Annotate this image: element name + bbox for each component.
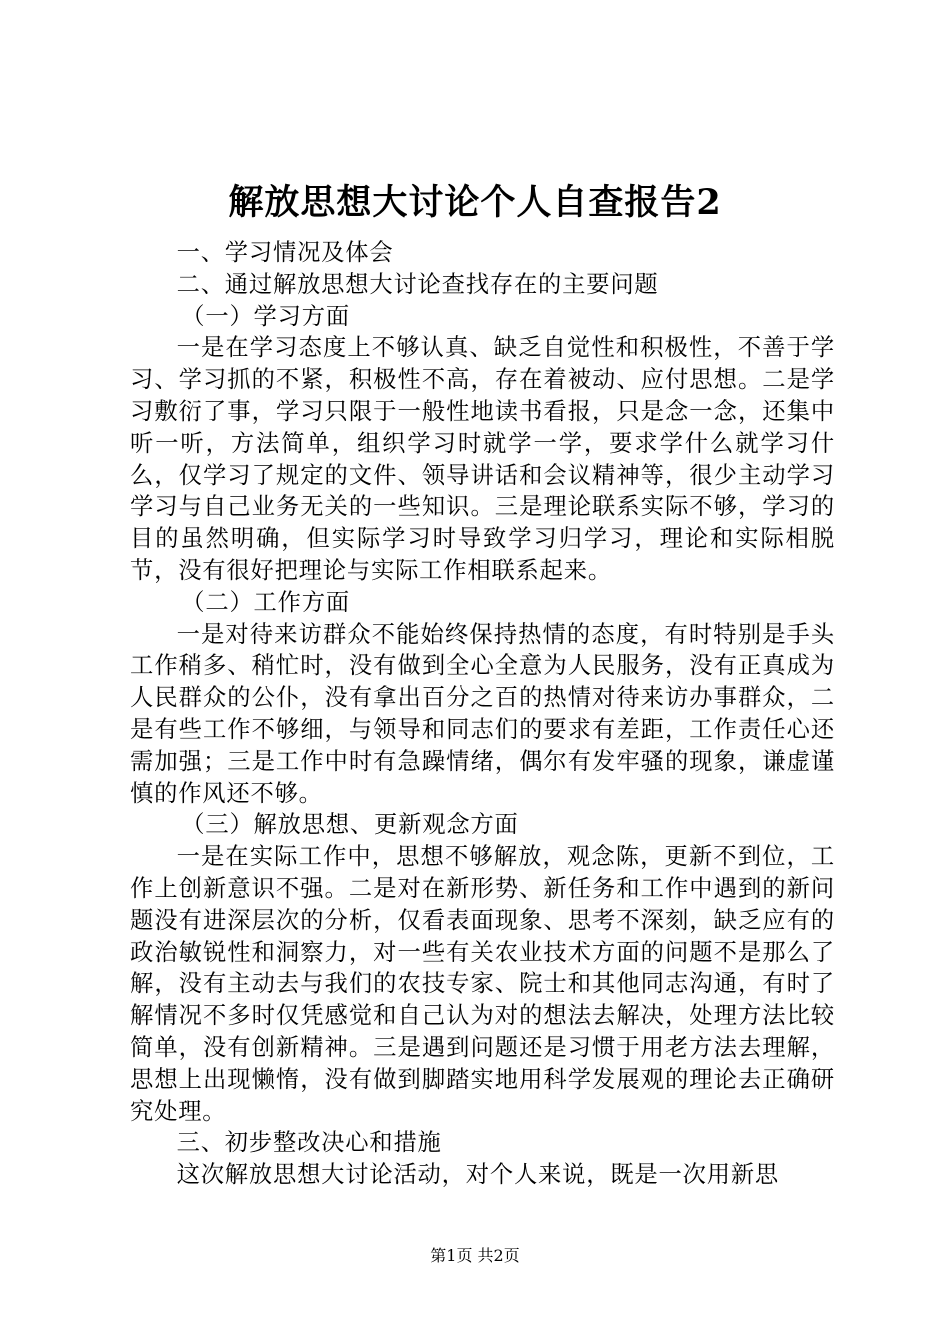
subsection-heading: （三）解放思想、更新观念方面 [181, 811, 519, 839]
page-footer: 第1页 共2页 [430, 1246, 520, 1265]
section-heading: 一、学习情况及体会 [176, 239, 394, 266]
document-body [130, 237, 835, 1191]
body-paragraph: 一是对待来访群众不能始终保持热情的态度，有时特别是手头工作稍多、稍忙时，没有做到全心全意为人民服务，没有正真成为人民群众的公仆，没有拿出百分之百的热情对待来访办事群众，二是有些工作不够细，与领导和同志们的要求有差距，工作责任心还需加强；三是工作中时有急躁情绪，偶尔有发牢骚的现象，谦虚谨慎的作风还不够。 [130, 620, 835, 807]
subsection-heading: （一）学习方面 [181, 302, 350, 330]
subsection-heading: （二）工作方面 [181, 588, 350, 616]
body-paragraph: 一是在实际工作中，思想不够解放，观念陈，更新不到位，工作上创新意识不强。二是对在新形势、新任务和工作中遇到的新问题没有进深层次的分析，仅看表面现象、思考不深刻，缺乏应有的政治敏锐性和洞察力，对一些有关农业技术方面的问题不是那么了解，没有主动去与我们的农技专家、院士和其他同志沟通，有时了解情况不多时仅凭感觉和自己认为对的想法去解决，处理方法比较简单，没有创新精神。三是遇到问题还是习惯于用老方法去理解，思想上出现懒惰，没有做到脚踏实地用科学发展观的理论去正确研究处理。 [130, 843, 835, 1125]
body-paragraph: 这次解放思想大讨论活动，对个人来说，既是一次用新思 [176, 1161, 780, 1189]
section-heading: 三、初步整改决心和措施 [176, 1129, 442, 1157]
document-title: 解放思想大讨论个人自查报告2 [228, 182, 722, 223]
section-heading: 二、通过解放思想大讨论查找存在的主要问题 [176, 270, 659, 298]
body-paragraph: 一是在学习态度上不够认真、缺乏自觉性和积极性，不善于学习、学习抓的不紧，积极性不高，存在着被动、应付思想。二是学习敷衍了事，学习只限于一般性地读书看报，只是念一念，还集中听一听，方法简单，组织学习时就学一学，要求学什么就学习什么，仅学习了规定的文件、领导讲话和会议精神等，很少主动学习学习与自己业务无关的一些知识。三是理论联系实际不够，学习的目的虽然明确，但实际学习时导致学习归学习，理论和实际相脱节，没有很好把理论与实际工作相联系起来。 [130, 334, 835, 584]
